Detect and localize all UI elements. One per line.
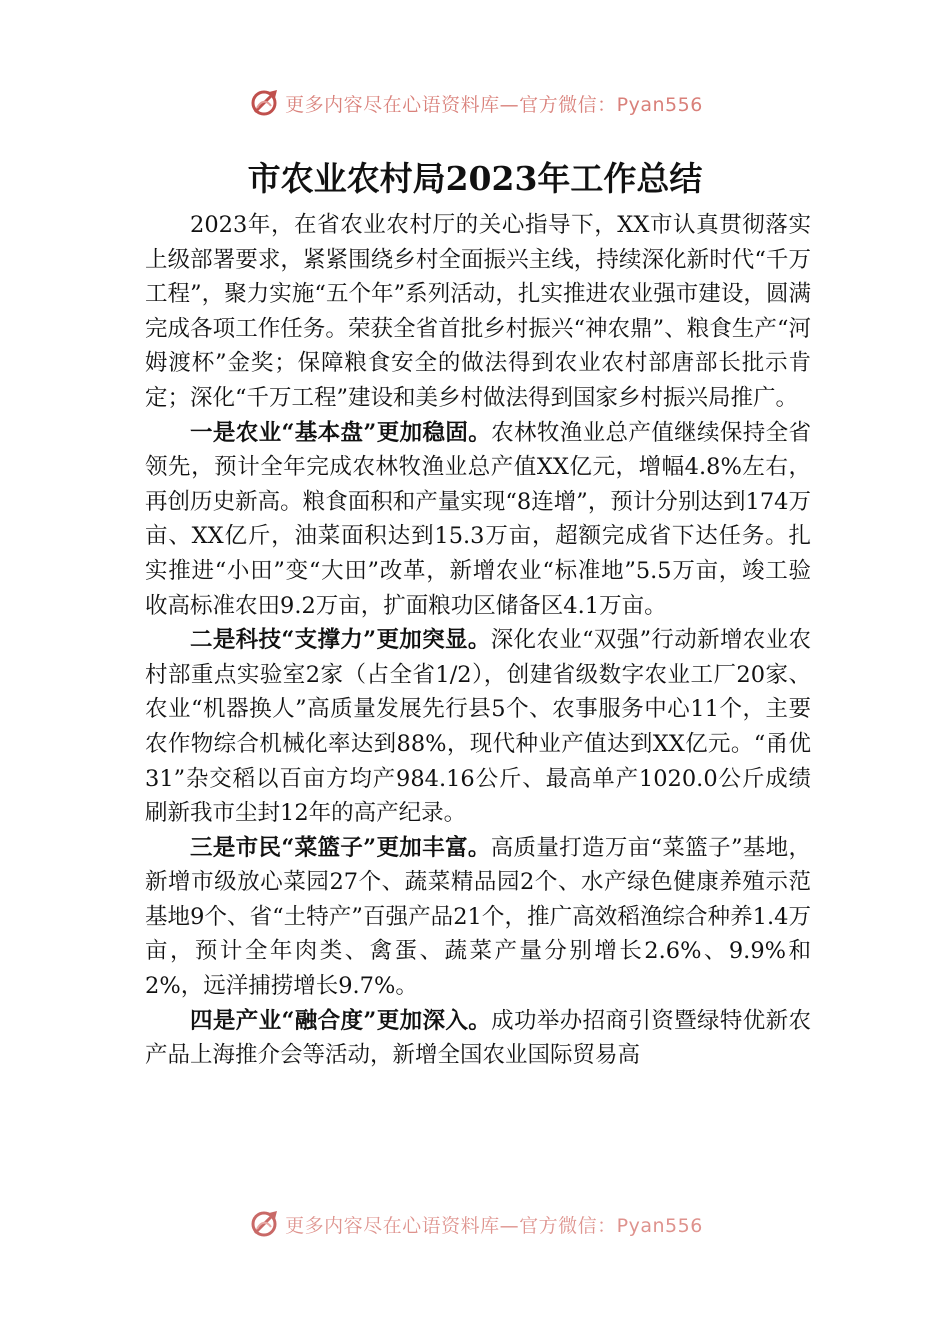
watermark-banner-top: [0, 86, 950, 120]
section-heading: 三是市民“菜篮子”更加丰富。: [190, 834, 491, 861]
section-heading: 四是产业“融合度”更加深入。: [190, 1007, 492, 1034]
watermark-text: 更多内容尽在心语资料库—官方微信：Pyan556: [285, 93, 703, 116]
section-heading: 二是科技“支撑力”更加突显。: [190, 627, 491, 654]
watermark-text: 更多内容尽在心语资料库—官方微信：Pyan556: [285, 1214, 703, 1237]
intro-paragraph: 2023年，在省农业农村厅的关心指导下，XX市认真贯彻落实上级部署要求，紧紧围绕乡村全面振兴主线，持续深化新时代“千万工程”，聚力实施“五个年”系列活动，扎实推进农业强市建设，圆满完成各项工作任务。荣获全省首批乡村振兴“神农鼎”、粮食生产“河姆渡杯”金奖；保障粮食安全的做法得到农业农村部唐部长批示肯定；深化“千万工程”建设和美乡村做法得到国家乡村振兴局推广。: [145, 212, 811, 411]
section-body: 成功举办招商引资暨绿特优新农产品上海推介会等活动，新增全国农业国际贸易高: [145, 1007, 811, 1069]
section-paragraph: [145, 1004, 811, 1073]
section-body: 高质量打造万亩“菜篮子”基地，新增市级放心菜园27个、蔬菜精品园2个、水产绿色健康养殖示范基地9个、省“土特产”百强产品21个，推广高效稻渔综合种养1.4万亩，预计全年肉类、禽蛋、蔬菜产量分别增长2.6%、9.9%和2%，远洋捕捞增长9.7%。: [145, 834, 811, 1000]
section-body: 农林牧渔业总产值继续保持全省领先，预计全年完成农林牧渔业总产值XX亿元，增幅4.8%左右，再创历史新高。粮食面积和产量实现“8连增”，预计分别达到174万亩、XX亿斤，油菜面积达到15.3万亩，超额完成省下达任务。扎实推进“小田”变“大田”改革，新增农业“标准地”5.5万亩，竣工验收高标准农田9.2万亩，扩面粮功区储备区4.1万亩。: [145, 419, 811, 619]
page-title: 市农业农村局2023年工作总结: [247, 159, 703, 198]
section-heading: 一是农业“基本盘”更加稳固。: [190, 419, 492, 446]
watermark-logo-icon: [247, 1207, 281, 1241]
section-body: 深化农业“双强”行动新增农业农村部重点实验室2家（占全省1/2），创建省级数字农业工厂20家、农业“机器换人”高质量发展先行县5个、农事服务中心11个，主要农作物综合机械化率达到88%，现代种业产值达到XX亿元。“甬优31”杂交稻以百亩方均产984.16公斤、最高单产1020.0公斤成绩刷新我市尘封12年的高产纪录。: [145, 627, 811, 827]
watermark-logo-icon: [247, 86, 281, 120]
section-paragraph: [145, 623, 811, 831]
document-body: [145, 208, 811, 1073]
section-paragraph: [145, 416, 811, 624]
watermark-banner-bottom: [0, 1207, 950, 1241]
section-paragraph: [145, 831, 811, 1004]
